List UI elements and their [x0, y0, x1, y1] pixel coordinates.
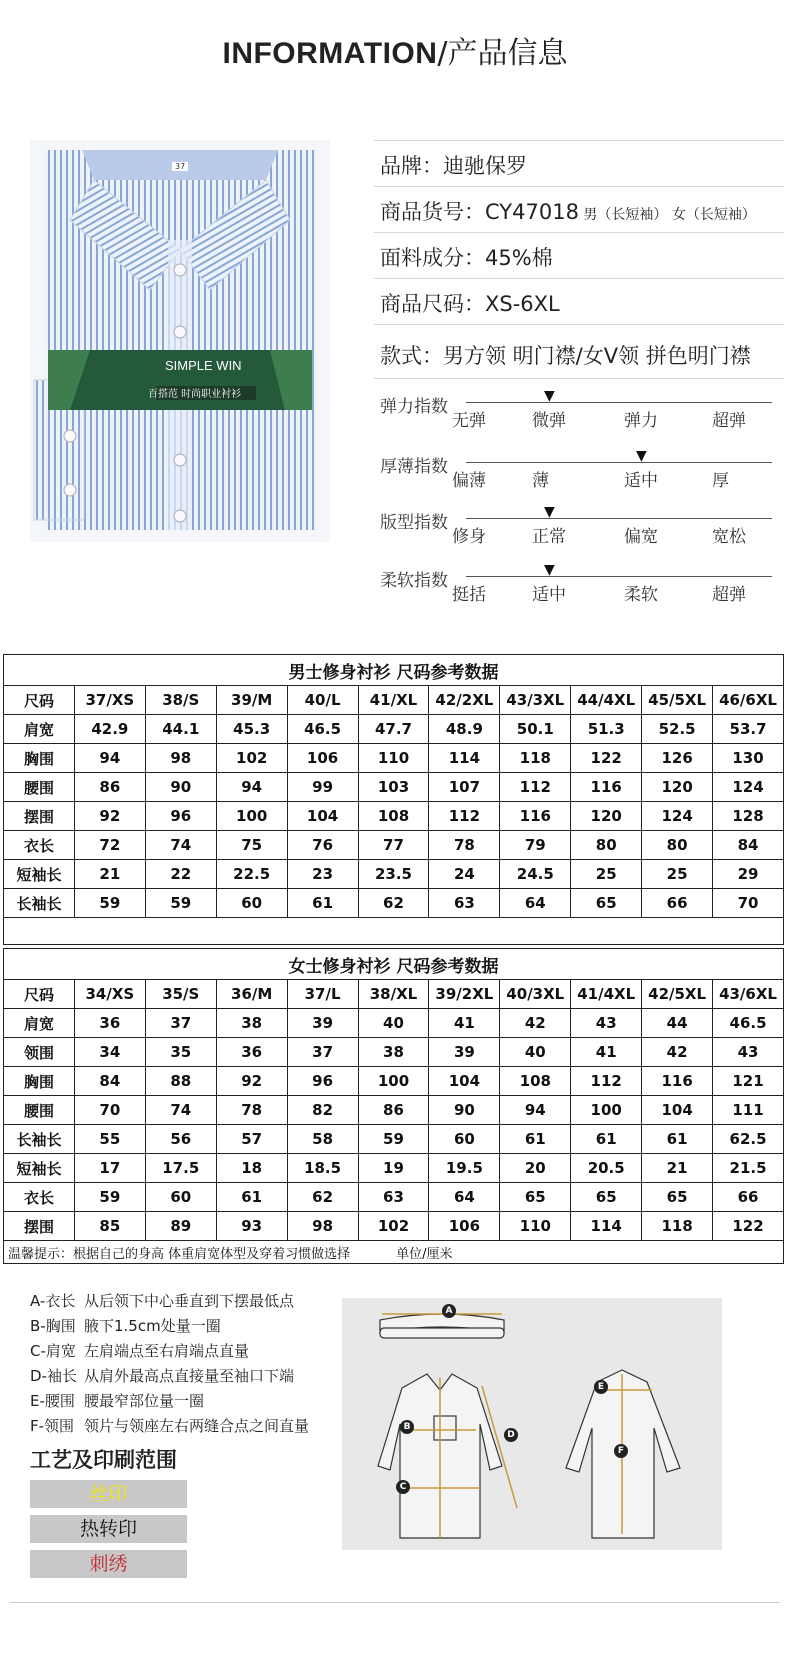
table-row-label: 腰围: [4, 773, 75, 802]
table-cell: 59: [145, 889, 216, 918]
index-selected-marker-icon: ▼: [636, 448, 647, 464]
table-cell: 114: [429, 744, 500, 773]
legend-item: [30, 1290, 294, 1311]
table-cell: 36: [74, 1009, 145, 1038]
diagram-marker: A: [442, 1304, 456, 1318]
table-cell: 21.5: [713, 1154, 784, 1183]
men-size-table: [3, 654, 784, 945]
table-cell: 65: [571, 1183, 642, 1212]
table-cell: 106: [287, 744, 358, 773]
table-cell: 77: [358, 831, 429, 860]
table-cell: 98: [145, 744, 216, 773]
table-header-cell: 尺码: [4, 980, 75, 1009]
table-cell: 58: [287, 1125, 358, 1154]
index-option: 宽松: [712, 527, 746, 547]
table-cell: 124: [642, 802, 713, 831]
craft-item: 热转印: [30, 1515, 187, 1543]
table-cell: 75: [216, 831, 287, 860]
table-cell: 103: [358, 773, 429, 802]
table-cell: 60: [429, 1125, 500, 1154]
table-cell: 57: [216, 1125, 287, 1154]
legend-key: D-袖长: [30, 1367, 77, 1385]
spec-item-no-note: 男（长短袖） 女（长短袖）: [578, 207, 756, 223]
table-cell: 39: [429, 1038, 500, 1067]
table-cell: 60: [145, 1183, 216, 1212]
index-option: 无弹: [452, 411, 486, 431]
table-row: [4, 1125, 784, 1154]
spec-style: 款式：男方领 明门襟/女V领 拼色明门襟: [380, 344, 751, 368]
table-cell: 62: [358, 889, 429, 918]
index-option: 偏宽: [624, 527, 658, 547]
craft-item: 刺绣: [30, 1550, 187, 1578]
table-cell: 90: [145, 773, 216, 802]
table-cell: 80: [642, 831, 713, 860]
legend-item: [30, 1390, 204, 1411]
index-option: 偏薄: [452, 471, 486, 491]
table-cell: 23: [287, 860, 358, 889]
table-header-row: [4, 686, 784, 715]
legend-item: [30, 1415, 309, 1436]
spec-divider: [374, 278, 784, 279]
table-cell: 20.5: [571, 1154, 642, 1183]
table-cell: 61: [642, 1125, 713, 1154]
table-cell: 107: [429, 773, 500, 802]
table-cell: 59: [74, 889, 145, 918]
table-row-label: 长袖长: [4, 889, 75, 918]
craft-title: 工艺及印刷范围: [30, 1448, 177, 1472]
table-cell: 22.5: [216, 860, 287, 889]
table-cell: 84: [713, 831, 784, 860]
legend-key: E-腰围: [30, 1392, 75, 1410]
table-cell: 76: [287, 831, 358, 860]
women-size-table: [3, 948, 784, 1264]
table-cell: 78: [216, 1096, 287, 1125]
table-header-cell: 35/S: [145, 980, 216, 1009]
table-cell: 38: [358, 1038, 429, 1067]
table-row-label: 肩宽: [4, 715, 75, 744]
table-cell: 63: [429, 889, 500, 918]
spec-divider: [374, 324, 784, 325]
table-header-cell: 38/XL: [358, 980, 429, 1009]
table-cell: 42.9: [74, 715, 145, 744]
table-header-cell: 44/4XL: [571, 686, 642, 715]
spec-fabric: 面料成分：45%棉: [380, 246, 553, 270]
table-cell: 78: [429, 831, 500, 860]
table-row-label: 肩宽: [4, 1009, 75, 1038]
table-cell: 62.5: [713, 1125, 784, 1154]
table-row-label: 长袖长: [4, 1125, 75, 1154]
index-option: 柔软: [624, 585, 658, 605]
table-cell: 65: [571, 889, 642, 918]
table-row-label: 胸围: [4, 744, 75, 773]
table-header-cell: 39/2XL: [429, 980, 500, 1009]
index-option: 弹力: [624, 411, 658, 431]
table-header-cell: 40/L: [287, 686, 358, 715]
table-cell: 64: [429, 1183, 500, 1212]
spec-divider: [374, 378, 784, 379]
index-option: 适中: [532, 585, 566, 605]
table-header-cell: 34/XS: [74, 980, 145, 1009]
table-cell: 74: [145, 831, 216, 860]
table-cell: 42: [500, 1009, 571, 1038]
table-cell: 61: [571, 1125, 642, 1154]
table-row: [4, 744, 784, 773]
photo-label-en: SIMPLE WIN: [165, 358, 242, 373]
table-cell: 94: [500, 1096, 571, 1125]
table-cell: 37: [287, 1038, 358, 1067]
table-row: [4, 1212, 784, 1241]
table-cell: 100: [358, 1067, 429, 1096]
table-cell: 128: [713, 802, 784, 831]
table-cell: 89: [145, 1212, 216, 1241]
legend-desc: 从肩外最高点直接量至袖口下端: [84, 1367, 295, 1385]
spec-item-no: [380, 196, 756, 226]
table-header-cell: 43/6XL: [713, 980, 784, 1009]
table-cell: 118: [500, 744, 571, 773]
table-cell: 22: [145, 860, 216, 889]
table-row: [4, 1067, 784, 1096]
spec-size-range: 商品尺码：XS-6XL: [380, 292, 560, 316]
table-cell: 59: [358, 1125, 429, 1154]
table-cell: 44: [642, 1009, 713, 1038]
table-header-cell: 37/XS: [74, 686, 145, 715]
table-cell: 100: [216, 802, 287, 831]
table-cell: 122: [571, 744, 642, 773]
spec-divider: [374, 232, 784, 233]
measurement-diagram: [342, 1298, 722, 1550]
table-cell: 59: [74, 1183, 145, 1212]
table-cell: 47.7: [358, 715, 429, 744]
table-cell: 18: [216, 1154, 287, 1183]
diagram-marker: E: [594, 1380, 608, 1394]
index-option: 厚: [712, 471, 729, 491]
table-row: [4, 802, 784, 831]
legend-item: [30, 1315, 221, 1336]
index-label: 柔软指数: [380, 571, 448, 591]
table-row: [4, 860, 784, 889]
table-row-label: 短袖长: [4, 1154, 75, 1183]
table-cell: 29: [713, 860, 784, 889]
table-row: [4, 715, 784, 744]
table-cell: 104: [429, 1067, 500, 1096]
table-cell: 70: [74, 1096, 145, 1125]
index-scale-line: [466, 402, 772, 403]
table-row: [4, 1038, 784, 1067]
table-header-cell: 43/3XL: [500, 686, 571, 715]
table-cell: 56: [145, 1125, 216, 1154]
size-tip-note: [4, 1241, 784, 1264]
index-label: 版型指数: [380, 513, 448, 533]
index-option: 正常: [532, 527, 566, 547]
table-cell: 110: [358, 744, 429, 773]
table-cell: 104: [287, 802, 358, 831]
table-cell: 34: [74, 1038, 145, 1067]
table-cell: 100: [571, 1096, 642, 1125]
index-option: 超弹: [712, 585, 746, 605]
table-cell: 92: [216, 1067, 287, 1096]
table-cell: 41: [429, 1009, 500, 1038]
legend-desc: 左肩端点至右肩端点直量: [84, 1342, 250, 1360]
table-cell: 118: [642, 1212, 713, 1241]
table-cell: 64: [500, 889, 571, 918]
table-cell: 108: [358, 802, 429, 831]
table-cell: 110: [500, 1212, 571, 1241]
table-header-row: [4, 980, 784, 1009]
table-cell: 35: [145, 1038, 216, 1067]
table-row-label: 衣长: [4, 831, 75, 860]
table-cell: 126: [642, 744, 713, 773]
table-cell: 21: [74, 860, 145, 889]
index-scale-line: [466, 462, 772, 463]
table-cell: 96: [145, 802, 216, 831]
table-row-label: 领围: [4, 1038, 75, 1067]
legend-key: C-肩宽: [30, 1342, 76, 1360]
table-row: [4, 889, 784, 918]
diagram-marker: C: [396, 1480, 410, 1494]
index-selected-marker-icon: ▼: [544, 562, 555, 578]
table-row-label: 短袖长: [4, 860, 75, 889]
table-row: [4, 1154, 784, 1183]
spec-item-no-text: 商品货号：CY47018: [380, 200, 579, 224]
table-cell: 94: [216, 773, 287, 802]
legend-desc: 腰最窄部位量一圈: [84, 1392, 205, 1410]
table-cell: 112: [500, 773, 571, 802]
table-cell: 120: [642, 773, 713, 802]
table-header-cell: 42/2XL: [429, 686, 500, 715]
table-cell: 25: [571, 860, 642, 889]
table-cell: 82: [287, 1096, 358, 1125]
table-row: [4, 1096, 784, 1125]
table-cell: 84: [74, 1067, 145, 1096]
table-header-cell: 尺码: [4, 686, 75, 715]
craft-item: 丝印: [30, 1480, 187, 1508]
table-cell: 40: [358, 1009, 429, 1038]
table-cell: 41: [571, 1038, 642, 1067]
table-cell: 66: [713, 1183, 784, 1212]
table-cell: 17: [74, 1154, 145, 1183]
table-cell: 65: [500, 1183, 571, 1212]
index-label: 厚薄指数: [380, 457, 448, 477]
table-cell: 116: [642, 1067, 713, 1096]
table-cell: 104: [642, 1096, 713, 1125]
table-cell: 48.9: [429, 715, 500, 744]
table-header-cell: 37/L: [287, 980, 358, 1009]
table-row-label: 胸围: [4, 1067, 75, 1096]
table-cell: 102: [358, 1212, 429, 1241]
table-cell: 17.5: [145, 1154, 216, 1183]
table-cell: 53.7: [713, 715, 784, 744]
table-cell: 65: [642, 1183, 713, 1212]
table-cell: 92: [74, 802, 145, 831]
table-row-label: 腰围: [4, 1096, 75, 1125]
table-cell: 43: [571, 1009, 642, 1038]
table-header-cell: 46/6XL: [713, 686, 784, 715]
table-cell: 60: [216, 889, 287, 918]
table-cell: 94: [74, 744, 145, 773]
table-cell: 86: [358, 1096, 429, 1125]
table-cell: 23.5: [358, 860, 429, 889]
table-cell: 111: [713, 1096, 784, 1125]
spec-divider: [374, 140, 784, 141]
table-header-cell: 39/M: [216, 686, 287, 715]
table-header-cell: 41/4XL: [571, 980, 642, 1009]
table-cell: 61: [500, 1125, 571, 1154]
table-cell: 86: [74, 773, 145, 802]
title-en: INFORMATION: [222, 37, 438, 70]
spec-divider: [374, 186, 784, 187]
table-cell: 116: [500, 802, 571, 831]
table-cell: 85: [74, 1212, 145, 1241]
table-cell: 52.5: [642, 715, 713, 744]
index-option: 微弹: [532, 411, 566, 431]
table-cell: 46.5: [713, 1009, 784, 1038]
table-cell: 106: [429, 1212, 500, 1241]
table-cell: 124: [713, 773, 784, 802]
table-spacer: [4, 918, 784, 945]
index-selected-marker-icon: ▼: [544, 504, 555, 520]
bottom-divider: [10, 1602, 780, 1603]
table-header-cell: 36/M: [216, 980, 287, 1009]
table-cell: 98: [287, 1212, 358, 1241]
table-cell: 99: [287, 773, 358, 802]
table-cell: 116: [571, 773, 642, 802]
index-option: 薄: [532, 471, 549, 491]
table-cell: 39: [287, 1009, 358, 1038]
product-photo: [30, 140, 330, 542]
table-cell: 79: [500, 831, 571, 860]
table-cell: 21: [642, 1154, 713, 1183]
table-cell: 88: [145, 1067, 216, 1096]
legend-key: B-胸围: [30, 1317, 76, 1335]
table-row-label: 摆围: [4, 1212, 75, 1241]
table-row-label: 摆围: [4, 802, 75, 831]
table-cell: 112: [571, 1067, 642, 1096]
women-table-caption: 女士修身衬衫 尺码参考数据: [4, 949, 784, 980]
table-cell: 24: [429, 860, 500, 889]
page-title: [0, 28, 790, 72]
table-cell: 66: [642, 889, 713, 918]
legend-key: F-领围: [30, 1417, 75, 1435]
table-cell: 90: [429, 1096, 500, 1125]
title-zh: /产品信息: [437, 36, 568, 71]
table-cell: 121: [713, 1067, 784, 1096]
table-cell: 36: [216, 1038, 287, 1067]
men-table-caption: 男士修身衬衫 尺码参考数据: [4, 655, 784, 686]
table-header-cell: 42/5XL: [642, 980, 713, 1009]
table-cell: 72: [74, 831, 145, 860]
table-cell: 19.5: [429, 1154, 500, 1183]
table-header-cell: 45/5XL: [642, 686, 713, 715]
size-tag: 37: [172, 162, 188, 171]
table-cell: 18.5: [287, 1154, 358, 1183]
table-cell: 24.5: [500, 860, 571, 889]
table-cell: 80: [571, 831, 642, 860]
table-row: [4, 773, 784, 802]
table-cell: 130: [713, 744, 784, 773]
table-cell: 93: [216, 1212, 287, 1241]
table-cell: 20: [500, 1154, 571, 1183]
legend-key: A-衣长: [30, 1292, 76, 1310]
table-cell: 70: [713, 889, 784, 918]
table-cell: 51.3: [571, 715, 642, 744]
table-row-label: 衣长: [4, 1183, 75, 1212]
diagram-marker: F: [614, 1444, 628, 1458]
table-cell: 46.5: [287, 715, 358, 744]
table-cell: 108: [500, 1067, 571, 1096]
tip-text: 温馨提示：根据自己的身高 体重肩宽体型及穿着习惯做选择: [8, 1246, 351, 1262]
table-cell: 61: [287, 889, 358, 918]
table-cell: 63: [358, 1183, 429, 1212]
index-scale-line: [466, 518, 772, 519]
table-cell: 45.3: [216, 715, 287, 744]
table-cell: 44.1: [145, 715, 216, 744]
table-row: [4, 831, 784, 860]
table-cell: 62: [287, 1183, 358, 1212]
table-cell: 120: [571, 802, 642, 831]
index-option: 挺括: [452, 585, 486, 605]
table-cell: 38: [216, 1009, 287, 1038]
legend-item: [30, 1340, 249, 1361]
spec-brand: 品牌：迪驰保罗: [380, 154, 527, 178]
legend-desc: 从后领下中心垂直到下摆最低点: [84, 1292, 295, 1310]
table-cell: 61: [216, 1183, 287, 1212]
table-cell: 50.1: [500, 715, 571, 744]
index-selected-marker-icon: ▼: [544, 388, 555, 404]
table-cell: 40: [500, 1038, 571, 1067]
table-header-cell: 41/XL: [358, 686, 429, 715]
index-option: 超弹: [712, 411, 746, 431]
table-cell: 25: [642, 860, 713, 889]
index-label: 弹力指数: [380, 397, 448, 417]
diagram-marker: D: [504, 1428, 518, 1442]
diagram-marker: B: [400, 1420, 414, 1434]
legend-item: [30, 1365, 294, 1386]
table-cell: 74: [145, 1096, 216, 1125]
legend-desc: 领片与领座左右两缝合点之间直量: [84, 1417, 310, 1435]
table-cell: 112: [429, 802, 500, 831]
table-row: [4, 1009, 784, 1038]
table-row: [4, 1183, 784, 1212]
table-cell: 55: [74, 1125, 145, 1154]
table-cell: 43: [713, 1038, 784, 1067]
index-option: 适中: [624, 471, 658, 491]
photo-label-zh: 百搭范 时尚职业衬衫: [148, 389, 242, 400]
table-cell: 96: [287, 1067, 358, 1096]
table-header-cell: 40/3XL: [500, 980, 571, 1009]
index-scale-line: [466, 576, 772, 577]
table-cell: 114: [571, 1212, 642, 1241]
table-cell: 42: [642, 1038, 713, 1067]
table-cell: 122: [713, 1212, 784, 1241]
index-option: 修身: [452, 527, 486, 547]
table-cell: 19: [358, 1154, 429, 1183]
legend-desc: 腋下1.5cm处量一圈: [84, 1317, 221, 1335]
unit-text: 单位/厘米: [396, 1246, 453, 1262]
table-header-cell: 38/S: [145, 686, 216, 715]
table-cell: 102: [216, 744, 287, 773]
table-cell: 37: [145, 1009, 216, 1038]
